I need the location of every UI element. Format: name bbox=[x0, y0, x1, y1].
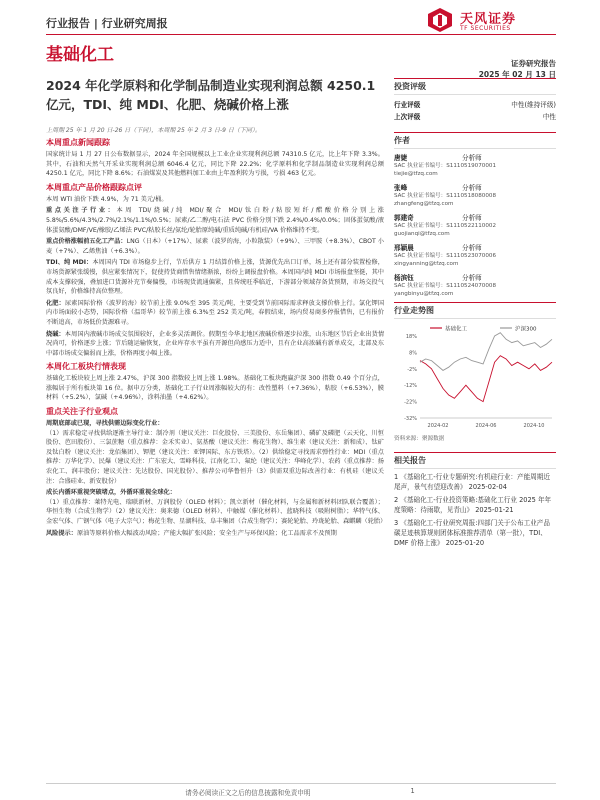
author-entry bbox=[394, 212, 556, 238]
top5-text: LNG（日本）（+17%）、尿素（波罗的海，小粒散装）（+9%）、三甲胺（+8.3%）、CBOT 小麦（+7%）、乙烯焦油（+6.3%）。 bbox=[46, 238, 384, 255]
page-number: 1 bbox=[410, 787, 415, 795]
industry-rating-value: 中性(维持评级) bbox=[511, 101, 556, 109]
tdi-text: 本周国内 TDI 市场稳步上行，节后供方 1 月结算价格上涨，货源优先出口订单，场上还有部分装置检修，市场货源紧张缓慢，供应紧张情况下，促使持货商惜售情绪渐浓，纷纷上调报盘价格。本周国内纯 MDI 市场报盘坚挺，其中成本支撑较强，叠加进口货源补充节奏偏慢，市场现货流通偏紧，且传统旺季临近，下游部分领域存备货预期，市场交投气氛良好，价格维持高位整理。 bbox=[46, 259, 384, 296]
tdi-label: TDI、纯 MDI： bbox=[46, 259, 93, 267]
author-role: 分析师 bbox=[462, 214, 482, 222]
focus-paragraph bbox=[46, 206, 384, 235]
author-cert: SAC 执业证书编号：S1110519070001 bbox=[394, 163, 497, 169]
related-heading: 相关报告 bbox=[394, 452, 556, 469]
y-tick-label: -32% bbox=[404, 416, 417, 422]
soda-paragraph bbox=[46, 330, 384, 359]
sidebar bbox=[394, 78, 556, 551]
fertilizer-paragraph bbox=[46, 299, 384, 328]
author-cert: SAC 执业证书编号：S1110523070006 bbox=[394, 253, 497, 259]
author-email[interactable]: zhangfeng@tfzq.com bbox=[394, 201, 454, 207]
growth-label: 成长内循环重视突破堵点，外循环重视全球化： bbox=[46, 489, 176, 497]
news-heading: 本周重点新闻跟踪 bbox=[46, 138, 110, 147]
x-tick-label: 2024-06 bbox=[475, 423, 497, 429]
industry-rating-row bbox=[394, 98, 556, 110]
previous-rating-value: 中性 bbox=[542, 113, 556, 121]
author-role: 分析师 bbox=[462, 184, 482, 192]
legend-label: 沪深300 bbox=[515, 326, 537, 333]
related-report-item[interactable]: 3 《基础化工-行业研究周报:四部门关于公布工业产品碳足迹核算规则团体标准推荐清单（第一批），TDI、DMF 价格上涨》 2025-01-20 bbox=[394, 519, 550, 547]
risk-paragraph bbox=[46, 529, 384, 539]
report-title: 2024 年化学原料和化学制品制造业实现利润总额 4250.1 亿元，TDI、纯 MDI、化肥、烧碱价格上涨 bbox=[46, 78, 376, 112]
author-email[interactable]: xingyanning@tfzq.com bbox=[394, 261, 459, 267]
top5-paragraph bbox=[46, 237, 384, 256]
fertilizer-label: 化肥： bbox=[46, 299, 65, 307]
market-paragraph: 基础化工板块较上周上涨 2.47%，沪深 300 指数较上周上涨 1.98%。基础化工板块跑赢沪深 300 指数 0.49 个百分点，涨幅居于所有板块第 16 位。据申万分类，基础化工子行业周涨幅较大的有：改性塑料（+7.36%），粘胶（+6.53%），膜材料（+5.2%），氯碱（+4.96%），涂料油墨（+4.62%）。 bbox=[46, 375, 384, 402]
authors-list bbox=[394, 152, 556, 298]
related-report-item[interactable]: 2 《基础化工-行业投资策略:基础化工行业 2025 年年度策略：待雨歇，见青山》 2025-01-21 bbox=[394, 496, 552, 514]
industry-rating-label: 行业评级 bbox=[394, 101, 421, 109]
footer-divider bbox=[46, 783, 556, 784]
disclaimer-text: 请务必阅读正文之后的信息披露和免责申明 bbox=[185, 789, 311, 797]
trend-chart-svg bbox=[394, 322, 556, 432]
y-tick-label: -2% bbox=[407, 366, 417, 373]
wti-paragraph: 本周 WTI 油价下跌 4.9%，为 71 美元/桶。 bbox=[46, 195, 168, 203]
industry-trend-chart bbox=[394, 322, 556, 432]
series-line-chemical bbox=[420, 356, 552, 402]
header-divider bbox=[46, 34, 556, 35]
author-name: 唐婕 bbox=[394, 154, 408, 162]
author-entry bbox=[394, 182, 556, 208]
author-role: 分析师 bbox=[462, 244, 482, 252]
fertilizer-text: 尿素国际价格（波罗的海）较节前上涨 9.0%至 395 美元/吨，主要受到节前国际需求释放支撑价格上行。氯化钾国内市场面较小态势，国际价格（温哥华）较节前上涨 6.3%至 252 美元/吨，春假结束，场内贸易商多停报惜售，已有报价不断追高，市场低价货源难寻。 bbox=[46, 299, 385, 326]
cycle-paragraph bbox=[46, 419, 384, 486]
author-name: 郭建奇 bbox=[394, 214, 414, 222]
cycle-text: （1）需求稳定寻找供给逐渐主导行业：制冷剂（建议关注：巨化股份、三美股份、东岳集团）、磷矿及磷肥（云天化、川恒股份、芭田股份）、三氯蔗糖（重点推荐：金禾实业）、氨基酸（建议关注：梅花生物）、维生素（建议关注：新和成）、钛矿及钛白粉（建议关注：龙佰集团）、钾肥（建议关注：亚钾国际、东方铁塔）。（2）供给稳定寻找需求弹性行业：MDI（重点推荐：万华化学）、民爆（建议关注：广东宏大、雪峰科技、江南化工）、氟纶（建议关注：华峰化学）、农药（重点推荐：扬农化工、润丰股份；建议关注：先达股份、国光股份）、推荐公司华鲁恒升（3）供需双重边际改善行业：有机硅（建议关注：合盛硅业、新安股份） bbox=[46, 429, 384, 485]
author-name: 杨滨钰 bbox=[394, 274, 414, 282]
logo-icon bbox=[426, 6, 454, 34]
author-entry bbox=[394, 242, 556, 268]
author-email[interactable]: tiejie@tfzq.com bbox=[394, 171, 438, 177]
market-heading: 本周化工板块行情表现 bbox=[46, 362, 126, 372]
growth-text: （1）重点推荐：莱特光电、瑞联新材、万润股份（OLED 材料）；凯立新材（催化材料，与金属和新材料团队联合覆盖）；华恒生物（合成生物学）（2）建议关注：奥来德（OLED 材料）、中触媒（催化材料）、蓝晓科技（吸附树脂）；华特气体、金宏气体、广钢气体（电子大宗气）；梅花生物、星湖科技、阜丰集团（合成生物学）；赛轮轮胎、玲珑轮胎、森麒麟（轮胎） bbox=[46, 498, 387, 525]
authors-heading: 作者 bbox=[394, 132, 556, 149]
author-name: 张峰 bbox=[394, 184, 408, 192]
soda-text: 本周国内液碱市场成交氛围较好，企业多灵活调价。假期至今华北地区液碱价格逐步拉涨，山东地区节后企业出货情况尚可，价格逐步上涨；节后随运输恢复，企业库存水平虽有开源但尚感压力适中，且有企业高浓碱有新单成交，北部及东中部市场成交偏弱而上涨，价格再度小幅上涨。 bbox=[46, 330, 385, 357]
soda-label: 烧碱： bbox=[46, 330, 65, 338]
author-entry bbox=[394, 272, 556, 298]
report-category: 行业报告 | 行业研究周报 bbox=[46, 17, 168, 30]
previous-rating-label: 上次评级 bbox=[394, 113, 421, 121]
author-role: 分析师 bbox=[462, 274, 482, 282]
y-tick-label: 8% bbox=[409, 350, 417, 357]
logo-text: 天风证券 bbox=[460, 12, 517, 27]
rating-heading: 投资评级 bbox=[394, 78, 556, 95]
y-tick-label: 18% bbox=[405, 334, 417, 340]
author-name: 邢颖晨 bbox=[394, 244, 414, 252]
author-email[interactable]: guojianqi@tfzq.com bbox=[394, 231, 450, 237]
tdi-paragraph bbox=[46, 258, 384, 296]
previous-rating-row bbox=[394, 110, 556, 122]
series-line-csi300 bbox=[420, 333, 552, 371]
author-cert: SAC 执业证书编号：S1110524070008 bbox=[394, 283, 497, 289]
chart-source: 资料来源：聚源数据 bbox=[394, 436, 445, 442]
risk-label: 风险提示： bbox=[46, 529, 77, 537]
author-email[interactable]: yangbinyu@tfzq.com bbox=[394, 291, 454, 297]
x-tick-label: 2024-02 bbox=[427, 423, 449, 429]
main-content bbox=[46, 125, 387, 540]
y-tick-label: -22% bbox=[404, 399, 417, 406]
trend-heading: 行业走势图 bbox=[394, 302, 556, 319]
price-heading: 本周重点产品价格跟踪点评 bbox=[46, 182, 142, 192]
company-logo bbox=[426, 6, 566, 36]
report-date: 2025 年 02 月 13 日 bbox=[478, 70, 556, 79]
news-paragraph: 国家统计局 1 月 27 日公布数据显示，2024 年全国规模以上工业企业实现利润总额 74310.5 亿元，比上年下降 3.3%。其中，石油和天然气开采业实现利润总额 6046.4 亿元，同比下降 22.2%；化学原料和化学制品制造业实现利润总额 4250.1 亿元，同比下降 8.6%；石油煤炭及其他燃料加工业由上年盈利转为亏损，亏损 463 亿元。 bbox=[46, 151, 384, 178]
author-role: 分析师 bbox=[462, 154, 482, 162]
report-type: 证券研究报告 bbox=[511, 59, 556, 68]
sector-title: 基础化工 bbox=[46, 45, 114, 65]
focus-label: 重点关注子行业： bbox=[46, 207, 117, 215]
page-footer bbox=[0, 787, 600, 797]
logo-subtext: TF SECURITIES bbox=[460, 25, 511, 32]
report-header bbox=[46, 12, 566, 34]
author-cert: SAC 执业证书编号：S1110522110002 bbox=[394, 223, 497, 229]
risk-text: 原油等原料价格大幅波动风险；产能大幅扩张风险；安全生产与环保风险；化工品需求不及预期 bbox=[76, 529, 337, 537]
cycle-label: 周期底部或已现，寻找供需边际变化行业： bbox=[46, 420, 164, 428]
date-range-note: 上周期 25 年 1 月 20 日-26 日（下同），本周期 25 年 2 月 3 日-9 日（下同）。 bbox=[46, 127, 261, 134]
growth-paragraph bbox=[46, 488, 387, 526]
subindustry-heading: 重点关注子行业观点 bbox=[46, 407, 118, 417]
author-entry bbox=[394, 152, 556, 178]
author-cert: SAC 执业证书编号：S1110518080008 bbox=[394, 193, 497, 199]
y-tick-label: -12% bbox=[404, 383, 417, 390]
top5-label: 重点价格涨幅前五化工产品： bbox=[46, 238, 127, 246]
related-report-item[interactable]: 1 《基础化工-行业专题研究:有机硅行业：产能周期近尾声，景气有望迎改善》 2025-02-04 bbox=[394, 473, 550, 491]
legend-label: 基础化工 bbox=[445, 326, 468, 333]
focus-text: 本周 TDI/烧碱/纯 MDI/聚合 MDI/钛白粉/粘胶短纤/醋酸价格分别上涨 5.8%/5.6%/4.3%/2.7%/2.1%/1.1%/0.5%；尿素/乙二醇/电石法 PVC 价格分别下跌 2.4%/0.4%/0.0%；固体蛋氨酸/液体蛋氨酸/DMF/VE/橡胶/乙烯法 PVC/粘胶长丝/氨纶/轮胎原纯碱/重质纯碱/有机硅/VA 价格维持不变。 bbox=[46, 207, 384, 234]
x-tick-label: 2024-10 bbox=[523, 423, 545, 429]
